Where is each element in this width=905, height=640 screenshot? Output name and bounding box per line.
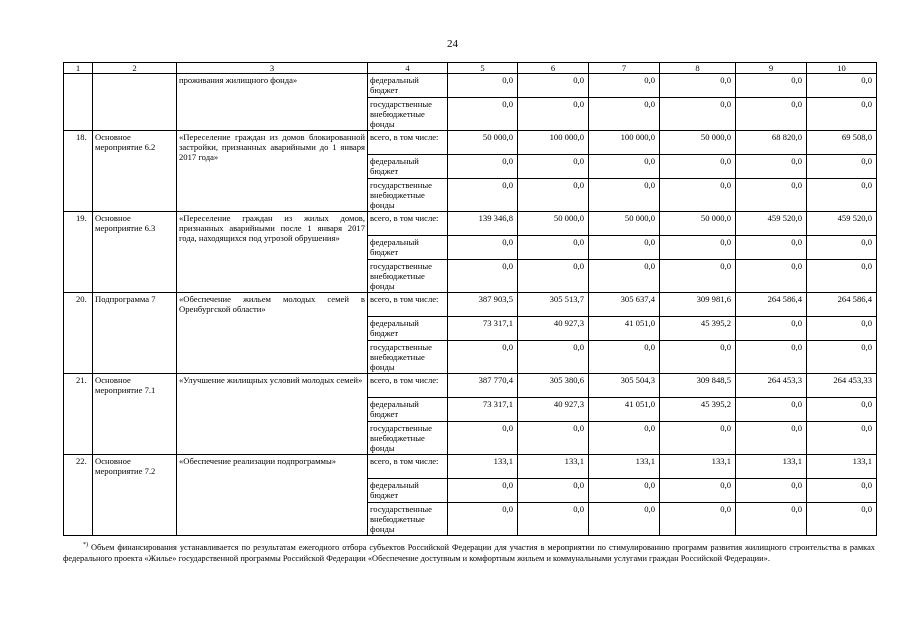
funding-value: 0,0 — [736, 260, 807, 293]
program-title: «Переселение граждан из жилых домов, признанных аварийными после 1 января 2017 года, находящихся под угрозой обрушения» — [177, 212, 368, 293]
funding-source: государственные внебюджетные фонды — [368, 503, 448, 536]
funding-value: 0,0 — [736, 422, 807, 455]
funding-source: всего, в том числе: — [368, 212, 448, 236]
funding-value: 133,1 — [807, 455, 877, 479]
column-header: 3 — [177, 63, 368, 74]
funding-value: 264 453,33 — [807, 374, 877, 398]
funding-value: 264 586,4 — [736, 293, 807, 317]
program-name: Подпрограмма 7 — [93, 293, 177, 374]
funding-value: 0,0 — [736, 155, 807, 179]
funding-value: 100 000,0 — [589, 131, 660, 155]
table-row — [64, 74, 877, 98]
funding-value: 0,0 — [448, 479, 518, 503]
program-name: Основное мероприятие 6.2 — [93, 131, 177, 212]
funding-value: 40 927,3 — [518, 398, 589, 422]
funding-value: 0,0 — [448, 503, 518, 536]
funding-value: 45 395,2 — [660, 398, 736, 422]
footnote-text: Объем финансирования устанавливается по результатам ежегодного отбора субъектов Российской Федерации для участия в мероприятии по стимулированию программ развития жилищного строительства в рамках федерального проекта «Жилье» государственной программы Российской Федерации «Обеспечение доступным и комфортным жильем и коммунальными услугами граждан Российской Федерации». — [63, 542, 875, 563]
column-header-row — [64, 63, 877, 74]
table-row — [64, 293, 877, 317]
funding-value: 0,0 — [589, 260, 660, 293]
funding-value: 305 513,7 — [518, 293, 589, 317]
funding-value: 0,0 — [448, 422, 518, 455]
funding-value: 0,0 — [660, 341, 736, 374]
funding-value: 309 848,5 — [660, 374, 736, 398]
page-number: 24 — [447, 38, 458, 50]
funding-value: 0,0 — [589, 422, 660, 455]
column-header: 4 — [368, 63, 448, 74]
funding-value: 68 820,0 — [736, 131, 807, 155]
table-row — [64, 212, 877, 236]
funding-value: 305 380,6 — [518, 374, 589, 398]
funding-value: 0,0 — [448, 155, 518, 179]
funding-value: 0,0 — [660, 260, 736, 293]
row-number: 22. — [64, 455, 93, 536]
column-header: 7 — [589, 63, 660, 74]
funding-value: 0,0 — [660, 155, 736, 179]
funding-value: 0,0 — [448, 98, 518, 131]
funding-value: 0,0 — [448, 74, 518, 98]
funding-value: 0,0 — [589, 98, 660, 131]
funding-value: 0,0 — [518, 422, 589, 455]
funding-value: 0,0 — [660, 479, 736, 503]
funding-value: 73 317,1 — [448, 317, 518, 341]
funding-value: 0,0 — [448, 260, 518, 293]
funding-value: 305 637,4 — [589, 293, 660, 317]
table-row — [64, 455, 877, 479]
funding-value: 0,0 — [518, 74, 589, 98]
funding-value: 0,0 — [807, 98, 877, 131]
program-name — [93, 74, 177, 131]
funding-source: всего, в том числе: — [368, 374, 448, 398]
funding-value: 0,0 — [518, 98, 589, 131]
footnote-mark: *) — [83, 542, 88, 548]
funding-value: 0,0 — [736, 479, 807, 503]
funding-value: 0,0 — [807, 341, 877, 374]
funding-source: федеральный бюджет — [368, 155, 448, 179]
funding-value: 0,0 — [448, 341, 518, 374]
program-name: Основное мероприятие 7.2 — [93, 455, 177, 536]
column-header: 1 — [64, 63, 93, 74]
funding-source: государственные внебюджетные фонды — [368, 341, 448, 374]
funding-value: 0,0 — [518, 260, 589, 293]
row-number — [64, 74, 93, 131]
column-header: 9 — [736, 63, 807, 74]
program-title: «Обеспечение реализации подпрограммы» — [177, 455, 368, 536]
funding-value: 50 000,0 — [448, 131, 518, 155]
column-header: 6 — [518, 63, 589, 74]
funding-value: 0,0 — [807, 317, 877, 341]
program-name: Основное мероприятие 7.1 — [93, 374, 177, 455]
row-number: 19. — [64, 212, 93, 293]
funding-source: государственные внебюджетные фонды — [368, 422, 448, 455]
funding-value: 50 000,0 — [660, 212, 736, 236]
funding-value: 133,1 — [518, 455, 589, 479]
funding-value: 264 586,4 — [807, 293, 877, 317]
column-header: 8 — [660, 63, 736, 74]
funding-value: 0,0 — [589, 503, 660, 536]
funding-value: 0,0 — [807, 479, 877, 503]
program-title: «Улучшение жилищных условий молодых семей» — [177, 374, 368, 455]
funding-value: 0,0 — [736, 74, 807, 98]
funding-value: 309 981,6 — [660, 293, 736, 317]
column-header: 5 — [448, 63, 518, 74]
funding-value: 0,0 — [448, 236, 518, 260]
funding-value: 0,0 — [518, 341, 589, 374]
table-row — [64, 374, 877, 398]
funding-value: 0,0 — [736, 317, 807, 341]
funding-value: 73 317,1 — [448, 398, 518, 422]
program-title: «Обеспечение жильем молодых семей в Оренбургской области» — [177, 293, 368, 374]
funding-source: федеральный бюджет — [368, 317, 448, 341]
funding-value: 0,0 — [589, 341, 660, 374]
table-row — [64, 131, 877, 155]
funding-source: государственные внебюджетные фонды — [368, 260, 448, 293]
funding-value: 0,0 — [589, 236, 660, 260]
funding-value: 0,0 — [807, 155, 877, 179]
funding-value: 0,0 — [660, 98, 736, 131]
funding-value: 0,0 — [807, 503, 877, 536]
funding-value: 0,0 — [589, 179, 660, 212]
funding-value: 387 903,5 — [448, 293, 518, 317]
funding-value: 0,0 — [518, 503, 589, 536]
funding-source: федеральный бюджет — [368, 74, 448, 98]
funding-value: 0,0 — [660, 236, 736, 260]
funding-value: 133,1 — [589, 455, 660, 479]
funding-value: 0,0 — [518, 155, 589, 179]
funding-source: всего, в том числе: — [368, 131, 448, 155]
funding-value: 50 000,0 — [518, 212, 589, 236]
funding-value: 387 770,4 — [448, 374, 518, 398]
funding-value: 0,0 — [736, 179, 807, 212]
funding-value: 50 000,0 — [589, 212, 660, 236]
funding-value: 0,0 — [518, 479, 589, 503]
funding-value: 0,0 — [736, 341, 807, 374]
funding-value: 459 520,0 — [736, 212, 807, 236]
funding-source: федеральный бюджет — [368, 479, 448, 503]
funding-value: 133,1 — [448, 455, 518, 479]
funding-value: 41 051,0 — [589, 398, 660, 422]
funding-value: 0,0 — [807, 422, 877, 455]
program-title: «Переселение граждан из домов блокированной застройки, признанных аварийными до 1 января 2017 года» — [177, 131, 368, 212]
row-number: 21. — [64, 374, 93, 455]
funding-value: 0,0 — [736, 98, 807, 131]
funding-value: 0,0 — [807, 74, 877, 98]
funding-value: 459 520,0 — [807, 212, 877, 236]
program-name: Основное мероприятие 6.3 — [93, 212, 177, 293]
funding-value: 45 395,2 — [660, 317, 736, 341]
funding-value: 264 453,3 — [736, 374, 807, 398]
funding-value: 0,0 — [518, 179, 589, 212]
funding-value: 100 000,0 — [518, 131, 589, 155]
row-number: 18. — [64, 131, 93, 212]
footnote — [63, 540, 875, 564]
funding-source: государственные внебюджетные фонды — [368, 98, 448, 131]
funding-value: 40 927,3 — [518, 317, 589, 341]
program-title: проживания жилищного фонда» — [177, 74, 368, 131]
funding-value: 0,0 — [518, 236, 589, 260]
funding-value: 0,0 — [660, 503, 736, 536]
funding-value: 0,0 — [448, 179, 518, 212]
funding-source: всего, в том числе: — [368, 293, 448, 317]
funding-value: 0,0 — [736, 236, 807, 260]
funding-value: 0,0 — [807, 260, 877, 293]
funding-value: 0,0 — [736, 503, 807, 536]
funding-value: 50 000,0 — [660, 131, 736, 155]
funding-value: 0,0 — [807, 179, 877, 212]
funding-source: федеральный бюджет — [368, 398, 448, 422]
funding-value: 133,1 — [660, 455, 736, 479]
funding-value: 41 051,0 — [589, 317, 660, 341]
funding-value: 0,0 — [807, 398, 877, 422]
column-header: 2 — [93, 63, 177, 74]
row-number: 20. — [64, 293, 93, 374]
funding-source: государственные внебюджетные фонды — [368, 179, 448, 212]
funding-value: 69 508,0 — [807, 131, 877, 155]
funding-value: 0,0 — [736, 398, 807, 422]
funding-value: 133,1 — [736, 455, 807, 479]
financing-table — [63, 62, 877, 536]
funding-source: всего, в том числе: — [368, 455, 448, 479]
funding-value: 0,0 — [807, 236, 877, 260]
funding-value: 0,0 — [660, 422, 736, 455]
funding-source: федеральный бюджет — [368, 236, 448, 260]
funding-value: 305 504,3 — [589, 374, 660, 398]
column-header: 10 — [807, 63, 877, 74]
funding-value: 0,0 — [589, 155, 660, 179]
funding-value: 0,0 — [660, 74, 736, 98]
funding-value: 0,0 — [660, 179, 736, 212]
funding-value: 0,0 — [589, 74, 660, 98]
funding-value: 139 346,8 — [448, 212, 518, 236]
funding-value: 0,0 — [589, 479, 660, 503]
